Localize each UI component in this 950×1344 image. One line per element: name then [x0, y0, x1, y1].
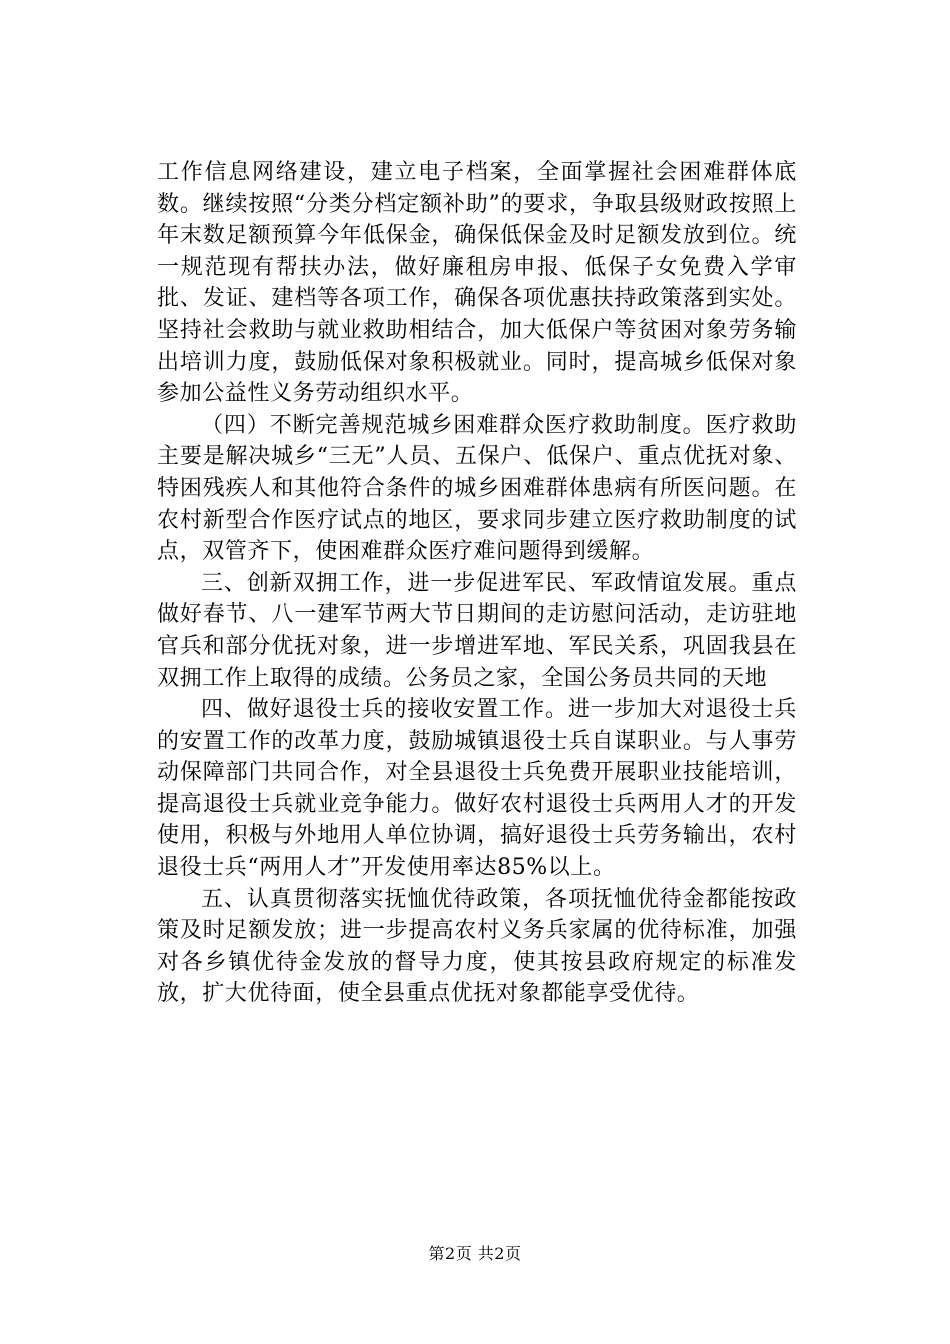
paragraph-dual-support: 三、创新双拥工作，进一步促进军民、军政情谊发展。重点做好春节、八一建军节两大节日期间的走访慰问活动，走访驻地官兵和部分优抚对象，进一步增进军地、军民关系，巩固我县在双拥工作上取得的成绩。公务员之家，全国公务员共同的天地 [157, 570, 797, 691]
page-number: 第2页 共2页 [428, 1244, 522, 1263]
document-body [157, 157, 797, 1010]
paragraph-continuation: 工作信息网络建设，建立电子档案，全面掌握社会困难群体底数。继续按照“分类分档定额补助”的要求，争取县级财政按照上年末数足额预算今年低保金，确保低保金及时足额发放到位。统一规范现有帮扶办法，做好廉租房申报、低保子女免费入学审批、发证、建档等各项工作，确保各项优惠扶持政策落到实处。坚持社会救助与就业救助相结合，加大低保户等贫困对象劳务输出培训力度，鼓励低保对象积极就业。同时，提高城乡低保对象参加公益性义务劳动组织水平。 [157, 160, 797, 407]
paragraph-medical-aid: （四）不断完善规范城乡困难群众医疗救助制度。医疗救助主要是解决城乡“三无”人员、五保户、低保户、重点优抚对象、特困残疾人和其他符合条件的城乡困难群体患病有所医问题。在农村新型合作医疗试点的地区，要求同步建立医疗救助制度的试点，双管齐下，使困难群众医疗难问题得到缓解。 [157, 412, 797, 565]
paragraph-pension-policy: 五、认真贯彻落实抚恤优待政策，各项抚恤优待金都能按政策及时足额发放；进一步提高农村义务兵家属的优待标准，加强对各乡镇优待金发放的督导力度，使其按县政府规定的标准发放，扩大优待面，使全县重点优抚对象都能享受优待。 [157, 886, 797, 1007]
paragraph-veteran-placement: 四、做好退役士兵的接收安置工作。进一步加大对退役士兵的安置工作的改革力度，鼓励城镇退役士兵自谋职业。与人事劳动保障部门共同合作，对全县退役士兵免费开展职业技能培训，提高退役士兵就业竞争能力。做好农村退役士兵两用人才的开发使用，积极与外地用人单位协调，搞好退役士兵劳务输出，农村退役士兵“两用人才”开发使用率达85%以上。 [157, 697, 797, 881]
